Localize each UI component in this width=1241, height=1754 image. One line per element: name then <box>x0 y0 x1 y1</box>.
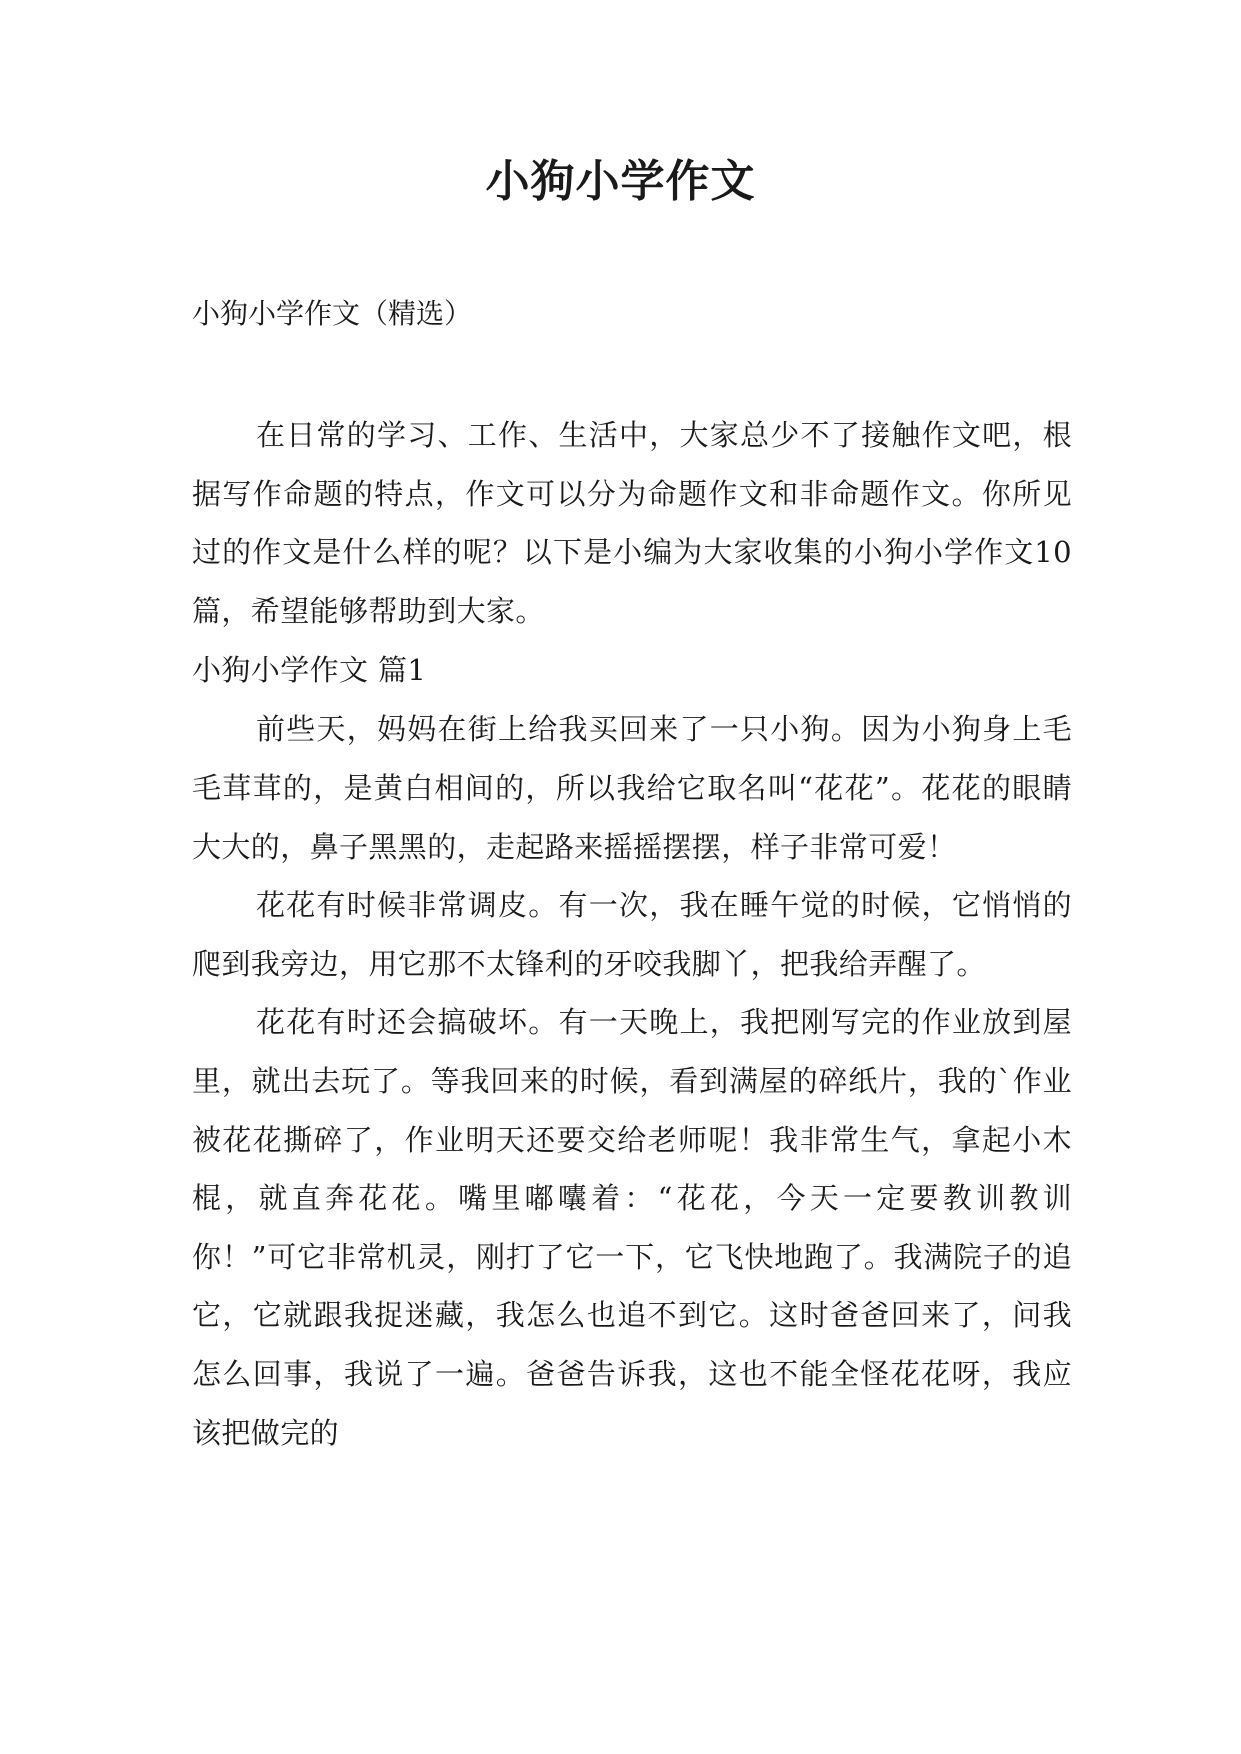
document-subtitle: 小狗小学作文（精选） <box>192 297 473 330</box>
body-paragraph-1: 前些天，妈妈在街上给我买回来了一只小狗。因为小狗身上毛毛茸茸的，是黄白相间的，所以我给它取名叫“花花”。花花的眼睛大大的，鼻子黑黑的，走起路来摇摇摆摆，样子非常可爱！ <box>192 712 1072 864</box>
document-body <box>192 406 1072 1462</box>
body-paragraph-2: 花花有时候非常调皮。有一次，我在睡午觉的时候，它悄悄的爬到我旁边，用它那不太锋利的牙咬我脚丫，把我给弄醒了。 <box>192 888 1072 981</box>
document-title: 小狗小学作文 <box>485 156 756 207</box>
body-paragraph-3: 花花有时还会搞破坏。有一天晚上，我把刚写完的作业放到屋里，就出去玩了。等我回来的时候，看到满屋的碎纸片，我的`作业被花花撕碎了，作业明天还要交给老师呢！我非常生气，拿起小木棍，就直奔花花。嘴里嘟囔着：“花花，今天一定要教训教训你！”可它非常机灵，刚打了它一下，它飞快地跑了。我满院子的追它，它就跟我捉迷藏，我怎么也追不到它。这时爸爸回来了，问我怎么回事，我说了一遍。爸爸告诉我，这也不能全怪花花呀，我应该把做完的 <box>192 1005 1072 1450</box>
section-heading: 小狗小学作文 篇1 <box>192 653 427 688</box>
intro-paragraph: 在日常的学习、工作、生活中，大家总少不了接触作文吧，根据写作命题的特点，作文可以分为命题作文和非命题作文。你所见过的作文是什么样的呢？以下是小编为大家收集的小狗小学作文10篇，希望能够帮助到大家。 <box>192 418 1072 628</box>
